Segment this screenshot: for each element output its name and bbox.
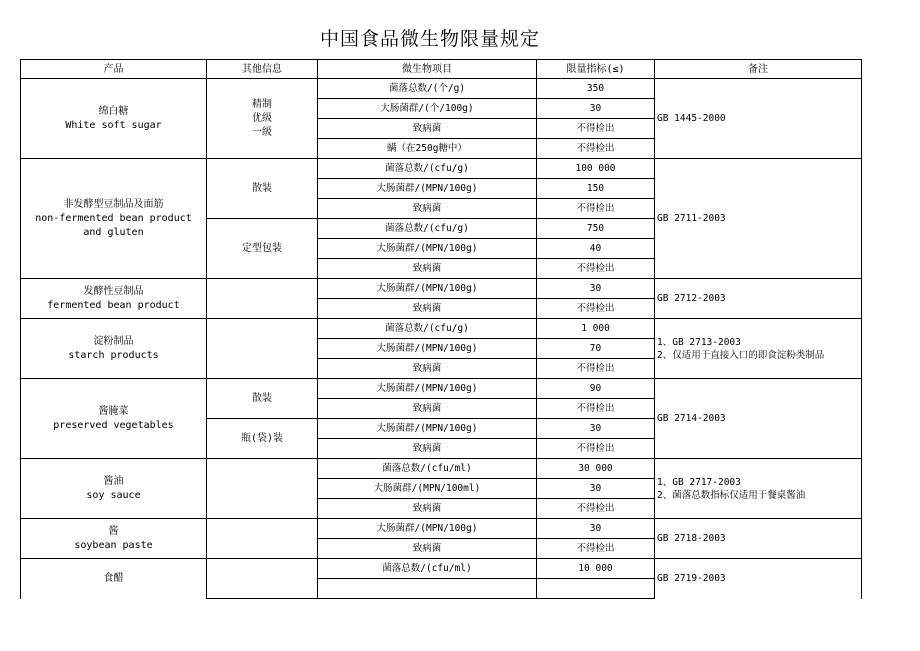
limit-cell: 不得检出 [537, 299, 655, 319]
other-info-line: 定型包装 [242, 242, 282, 254]
microbe-item-cell: 致病菌 [318, 299, 537, 319]
limit-cell: 不得检出 [537, 119, 655, 139]
other-info-cell [207, 279, 318, 319]
microbe-item-cell: 致病菌 [318, 199, 537, 219]
limit-cell: 不得检出 [537, 499, 655, 519]
product-cell [21, 459, 207, 519]
microbe-item-cell [318, 579, 537, 599]
other-info-cell [207, 559, 318, 599]
limit-cell: 1 000 [537, 319, 655, 339]
microbe-item-cell: 大肠菌群/(MPN/100g) [318, 519, 537, 539]
microbe-item-cell: 菌落总数/(cfu/ml) [318, 559, 537, 579]
product-name-en: preserved vegetables [53, 419, 174, 431]
microbe-item-cell: 大肠菌群/(MPN/100g) [318, 279, 537, 299]
header-row [21, 60, 862, 79]
product-name-en: soybean paste [74, 539, 153, 551]
other-info-line: 瓶(袋)装 [240, 432, 284, 444]
microbe-item-cell: 致病菌 [318, 259, 537, 279]
header-limit: 限量指标(≤) [537, 60, 655, 79]
page-title: 中国食品微生物限量规定 [319, 28, 540, 50]
product-name-en: White soft sugar [65, 119, 162, 131]
header-microbe-item: 微生物项目 [318, 60, 537, 79]
table-row [21, 559, 862, 579]
limit-cell: 30 [537, 99, 655, 119]
product-name-cn: 酱 [108, 525, 119, 537]
other-info-cell [207, 219, 318, 279]
product-name-cn: 酱腌菜 [98, 405, 129, 417]
other-info-line: 一级 [252, 126, 272, 138]
table-row [21, 319, 862, 339]
remark-cell [655, 559, 862, 599]
remark-cell [655, 519, 862, 559]
microbe-item-cell: 菌落总数/(个/g) [318, 79, 537, 99]
limit-cell: 100 000 [537, 159, 655, 179]
microbe-item-cell: 菌落总数/(cfu/g) [318, 319, 537, 339]
microbe-item-cell: 大肠菌群/(MPN/100g) [318, 419, 537, 439]
other-info-cell [207, 519, 318, 559]
table-row [21, 279, 862, 299]
table-row [21, 79, 862, 99]
product-name-cn: 非发酵型豆制品及面筋 [63, 198, 164, 210]
microbe-item-cell: 大肠菌群/(MPN/100ml) [318, 479, 537, 499]
limit-cell: 30 [537, 419, 655, 439]
limit-cell: 30 [537, 479, 655, 499]
remark-line: GB 2718-2003 [657, 533, 726, 544]
remark-line: GB 1445-2000 [657, 113, 726, 124]
microbe-item-cell: 致病菌 [318, 439, 537, 459]
limit-cell: 70 [537, 339, 655, 359]
microbe-item-cell: 菌落总数/(cfu/g) [318, 219, 537, 239]
other-info-cell [207, 79, 318, 159]
microbe-item-cell: 菌落总数/(cfu/ml) [318, 459, 537, 479]
other-info-cell [207, 319, 318, 379]
limit-cell: 不得检出 [537, 439, 655, 459]
microbe-item-cell: 致病菌 [318, 119, 537, 139]
limit-cell: 90 [537, 379, 655, 399]
remark-line: 1、GB 2717-2003 [657, 476, 741, 488]
limit-cell: 750 [537, 219, 655, 239]
other-info-cell [207, 419, 318, 459]
limit-cell: 不得检出 [537, 359, 655, 379]
limit-cell: 30 [537, 279, 655, 299]
product-cell [21, 319, 207, 379]
limit-cell: 不得检出 [537, 259, 655, 279]
product-cell [21, 379, 207, 459]
other-info-cell [207, 459, 318, 519]
table-row [21, 519, 862, 539]
header-remark: 备注 [655, 60, 862, 79]
limit-cell: 不得检出 [537, 539, 655, 559]
product-cell [21, 279, 207, 319]
remark-line: GB 2712-2003 [657, 293, 726, 304]
remark-cell [655, 379, 862, 459]
limit-cell: 350 [537, 79, 655, 99]
limit-cell: 不得检出 [537, 399, 655, 419]
product-name-en: fermented bean product [47, 299, 180, 311]
product-name-cn: 绵白糖 [98, 105, 129, 117]
header-other-info: 其他信息 [207, 60, 318, 79]
limit-cell: 150 [537, 179, 655, 199]
remark-cell [655, 79, 862, 159]
limit-cell [537, 579, 655, 599]
microbe-item-cell: 大肠菌群/(MPN/100g) [318, 179, 537, 199]
product-name-cn: 淀粉制品 [93, 335, 134, 347]
other-info-line: 优级 [252, 112, 272, 124]
product-cell [21, 79, 207, 159]
other-info-cell [207, 379, 318, 419]
product-name-en: non-fermented bean product and gluten [35, 212, 192, 238]
remark-cell [655, 319, 862, 379]
product-name-cn: 发酵性豆制品 [83, 285, 144, 297]
other-info-line: 散装 [252, 392, 272, 404]
microbe-item-cell: 致病菌 [318, 539, 537, 559]
remark-line: 2、仅适用于直接入口的即食淀粉类制品 [657, 349, 825, 361]
remark-line: 2、菌落总数指标仅适用于餐桌酱油 [657, 489, 806, 501]
product-cell [21, 519, 207, 559]
table-row [21, 379, 862, 399]
limit-cell: 40 [537, 239, 655, 259]
limit-cell: 10 000 [537, 559, 655, 579]
limit-cell: 不得检出 [537, 199, 655, 219]
product-cell [21, 559, 207, 599]
microbe-item-cell: 螨（在250g糖中） [318, 139, 537, 159]
microbe-item-cell: 大肠菌群/(个/100g) [318, 99, 537, 119]
microbe-item-cell: 菌落总数/(cfu/g) [318, 159, 537, 179]
microbe-item-cell: 致病菌 [318, 359, 537, 379]
microbe-item-cell: 大肠菌群/(MPN/100g) [318, 379, 537, 399]
product-name-en: soy sauce [86, 489, 141, 501]
table-row [21, 459, 862, 479]
remark-cell [655, 279, 862, 319]
remark-line: GB 2711-2003 [657, 213, 726, 224]
microbe-item-cell: 大肠菌群/(MPN/100g) [318, 339, 537, 359]
other-info-line: 散装 [252, 182, 272, 194]
limit-cell: 不得检出 [537, 139, 655, 159]
remark-line: GB 2719-2003 [657, 573, 726, 585]
microbe-item-cell: 致病菌 [318, 399, 537, 419]
microbe-item-cell: 致病菌 [318, 499, 537, 519]
product-cell [21, 159, 207, 279]
remark-cell [655, 159, 862, 279]
remark-line: GB 2714-2003 [657, 413, 726, 424]
product-name-en: starch products [68, 349, 159, 361]
header-product: 产品 [21, 60, 207, 79]
microbe-item-cell: 大肠菌群/(MPN/100g) [318, 239, 537, 259]
product-name-cn: 酱油 [103, 475, 124, 487]
microbial-limits-table [20, 59, 862, 599]
remark-cell [655, 459, 862, 519]
limit-cell: 30 [537, 519, 655, 539]
product-name-cn: 食醋 [103, 572, 124, 584]
remark-line: 1、GB 2713-2003 [657, 336, 741, 348]
table-row [21, 159, 862, 179]
limit-cell: 30 000 [537, 459, 655, 479]
other-info-line: 精制 [252, 98, 272, 110]
other-info-cell [207, 159, 318, 219]
